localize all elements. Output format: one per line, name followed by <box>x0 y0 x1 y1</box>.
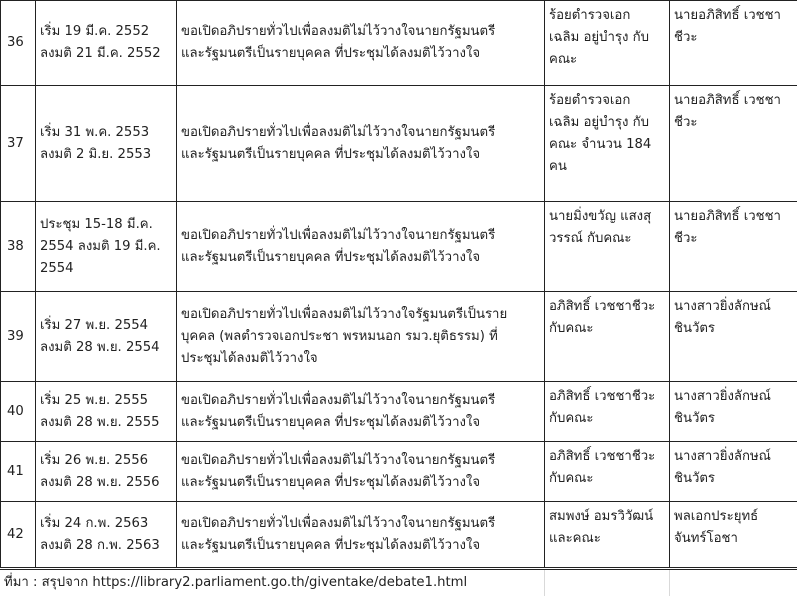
prime-minister-cell[interactable]: พลเอกประยุทธ์ จันทร์โอชา <box>670 502 797 568</box>
topic-cell[interactable]: ขอเปิดอภิปรายทั่วไปเพื่อลงมติไม่ไว้วางใจนายกรัฐมนตรี และรัฐมนตรีเป็นรายบุคคล ที่ประชุมได้ลงมติไว้วางใจ <box>177 442 545 502</box>
row-number-cell[interactable]: 39 <box>1 292 36 382</box>
table-row <box>1 292 797 382</box>
row-number-cell[interactable]: 41 <box>1 442 36 502</box>
mover-cell[interactable]: สมพงษ์ อมรวิวัฒน์ และคณะ <box>545 502 670 568</box>
date-cell[interactable]: ประชุม 15-18 มี.ค. 2554 ลงมติ 19 มี.ค. 2554 <box>36 202 177 292</box>
prime-minister-cell[interactable]: นางสาวยิ่งลักษณ์ ชินวัตร <box>670 382 797 442</box>
footer-gridline <box>669 570 670 596</box>
prime-minister-cell[interactable]: นางสาวยิ่งลักษณ์ ชินวัตร <box>670 292 797 382</box>
topic-cell[interactable]: ขอเปิดอภิปรายทั่วไปเพื่อลงมติไม่ไว้วางใจนายกรัฐมนตรี และรัฐมนตรีเป็นรายบุคคล ที่ประชุมได้ลงมติไว้วางใจ <box>177 86 545 202</box>
table-row <box>1 382 797 442</box>
table-row <box>1 502 797 568</box>
row-number-cell[interactable]: 37 <box>1 86 36 202</box>
prime-minister-cell[interactable]: นายอภิสิทธิ์ เวชชา ชีวะ <box>670 202 797 292</box>
row-number-cell[interactable]: 38 <box>1 202 36 292</box>
source-note: ที่มา : สรุปจาก https://library2.parliament.go.th/giventake/debate1.html <box>4 575 468 590</box>
date-cell[interactable]: เริ่ม 31 พ.ค. 2553 ลงมติ 2 มิ.ย. 2553 <box>36 86 177 202</box>
date-cell[interactable]: เริ่ม 19 มี.ค. 2552 ลงมติ 21 มี.ค. 2552 <box>36 1 177 86</box>
prime-minister-cell[interactable]: นายอภิสิทธิ์ เวชชา ชีวะ <box>670 86 797 202</box>
table-row <box>1 86 797 202</box>
date-cell[interactable]: เริ่ม 26 พ.ย. 2556 ลงมติ 28 พ.ย. 2556 <box>36 442 177 502</box>
topic-cell[interactable]: ขอเปิดอภิปรายทั่วไปเพื่อลงมติไม่ไว้วางใจนายกรัฐมนตรี และรัฐมนตรีเป็นรายบุคคล ที่ประชุมได้ลงมติไว้วางใจ <box>177 1 545 86</box>
table-row <box>1 442 797 502</box>
row-number-cell[interactable]: 42 <box>1 502 36 568</box>
topic-cell[interactable]: ขอเปิดอภิปรายทั่วไปเพื่อลงมติไม่ไว้วางใจนายกรัฐมนตรี และรัฐมนตรีเป็นรายบุคคล ที่ประชุมได้ลงมติไว้วางใจ <box>177 502 545 568</box>
mover-cell[interactable]: ร้อยตำรวจเอก เฉลิม อยู่บำรุง กับ คณะ จำนวน 184 คน <box>545 86 670 202</box>
source-footer <box>0 569 797 596</box>
date-cell[interactable]: เริ่ม 25 พ.ย. 2555 ลงมติ 28 พ.ย. 2555 <box>36 382 177 442</box>
date-cell[interactable]: เริ่ม 24 ก.พ. 2563 ลงมติ 28 ก.พ. 2563 <box>36 502 177 568</box>
prime-minister-cell[interactable]: นายอภิสิทธิ์ เวชชา ชีวะ <box>670 1 797 86</box>
date-cell[interactable]: เริ่ม 27 พ.ย. 2554 ลงมติ 28 พ.ย. 2554 <box>36 292 177 382</box>
footer-gridline <box>544 570 545 596</box>
prime-minister-cell[interactable]: นางสาวยิ่งลักษณ์ ชินวัตร <box>670 442 797 502</box>
mover-cell[interactable]: อภิสิทธิ์ เวชชาชีวะ กับคณะ <box>545 442 670 502</box>
table-body <box>1 1 797 568</box>
row-number-cell[interactable]: 36 <box>1 1 36 86</box>
table-row <box>1 202 797 292</box>
row-number-cell[interactable]: 40 <box>1 382 36 442</box>
mover-cell[interactable]: นายมิ่งขวัญ แสงสุ วรรณ์ กับคณะ <box>545 202 670 292</box>
mover-cell[interactable]: อภิสิทธิ์ เวชชาชีวะ กับคณะ <box>545 292 670 382</box>
topic-cell[interactable]: ขอเปิดอภิปรายทั่วไปเพื่อลงมติไม่ไว้วางใจนายกรัฐมนตรี และรัฐมนตรีเป็นรายบุคคล ที่ประชุมได้ลงมติไว้วางใจ <box>177 382 545 442</box>
mover-cell[interactable]: ร้อยตำรวจเอก เฉลิม อยู่บำรุง กับ คณะ <box>545 1 670 86</box>
topic-cell[interactable]: ขอเปิดอภิปรายทั่วไปเพื่อลงมติไม่ไว้วางใจนายกรัฐมนตรี และรัฐมนตรีเป็นรายบุคคล ที่ประชุมได้ลงมติไว้วางใจ <box>177 202 545 292</box>
table-row <box>1 1 797 86</box>
topic-cell[interactable]: ขอเปิดอภิปรายทั่วไปเพื่อลงมติไม่ไว้วางใจรัฐมนตรีเป็นราย บุคคล (พลตำรวจเอกประชา พรหมนอก รมว.ยุติธรรม) ที่ ประชุมได้ลงมติไว้วางใจ <box>177 292 545 382</box>
mover-cell[interactable]: อภิสิทธิ์ เวชชาชีวะ กับคณะ <box>545 382 670 442</box>
